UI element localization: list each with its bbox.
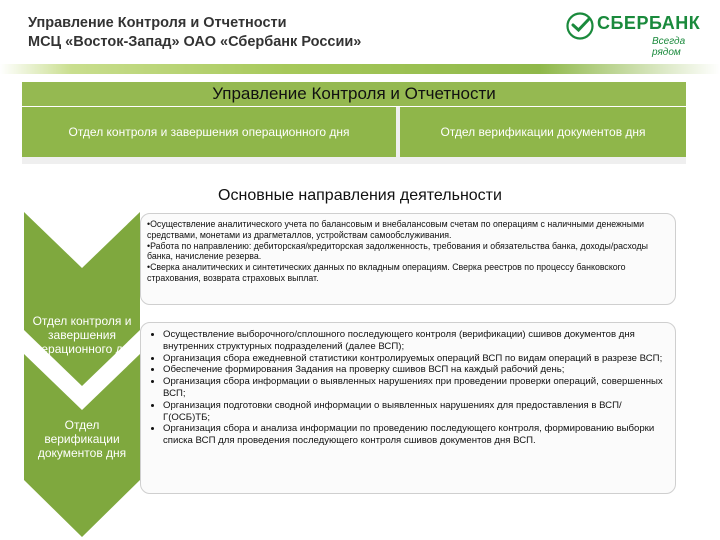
activity-item: • Осуществление выборочного/сплошного последующего контроля (верификации) сшивов документов дня внутренних структурных подразделений (далее ВСП);: [163, 329, 667, 353]
header-title: [28, 14, 361, 52]
header-stripe: [0, 64, 720, 74]
activity-item: •Сверка аналитических и синтетических данных по вкладным операциям. Сверка реестров по процессу банковского страхования, возврата страховых выплат.: [147, 262, 626, 283]
sberbank-logo-icon: [566, 12, 594, 40]
department-control: Отдел контроля и завершения операционного дня: [22, 107, 396, 157]
arrow-label-verification: Отдел верификации документов дня: [37, 418, 127, 460]
logo-wordmark: СБЕРБАНК: [597, 13, 701, 33]
activity-item: • Обеспечение формирования Задания на проверку сшивов ВСП на каждый рабочий день;: [163, 364, 667, 376]
activities-box-verification: [140, 322, 676, 494]
activity-list: [147, 329, 667, 447]
activity-item: • Организация сбора и анализа информации по проведению последующего контроля, формированию выборки списка ВСП для проведения последующего контроля сшивов документов дня ВСП.: [163, 423, 667, 447]
chevron-arrows: [24, 212, 144, 537]
header-line-1: Управление Контроля и Отчетности: [28, 15, 287, 31]
activity-item: • Организация подготовки сводной информации о выявленных нарушениях для предоставления в ВСП/Г(ОСБ)ТБ;: [163, 400, 667, 424]
activity-item: • Организация сбора ежедневной статистики контролируемых операций ВСП по видам операций в разрезе ВСП;: [163, 353, 667, 365]
header-line-2: МСЦ «Восток-Запад» ОАО «Сбербанк России»: [28, 34, 362, 50]
activities-box-control: [140, 213, 676, 305]
department-verification: Отдел верификации документов дня: [400, 107, 686, 157]
logo-slogan: Всегда рядом: [652, 36, 686, 58]
arrow-label-control: Отдел контроля и завершения операционного дня: [28, 314, 136, 356]
org-chart-title: Управление Контроля и Отчетности: [22, 82, 686, 107]
sberbank-logo: [566, 12, 706, 56]
section-title: Основные направления деятельности: [218, 187, 502, 204]
activity-item: •Работа по направлению: дебиторская/кредиторская задолженность, требования и обязательства банка, доходы/расходы банка, начисление резерва.: [147, 240, 648, 262]
activity-item: •Осуществление аналитического учета по балансовым и внебалансовым счетам по операциям с наличными денежными средствами, монетами из драгметаллов, устройствам самообслуживания.: [147, 219, 645, 240]
activity-item: • Организация сбора информации о выявленных нарушениях при проведении проверки операций, совершенных ВСП;: [163, 376, 667, 400]
